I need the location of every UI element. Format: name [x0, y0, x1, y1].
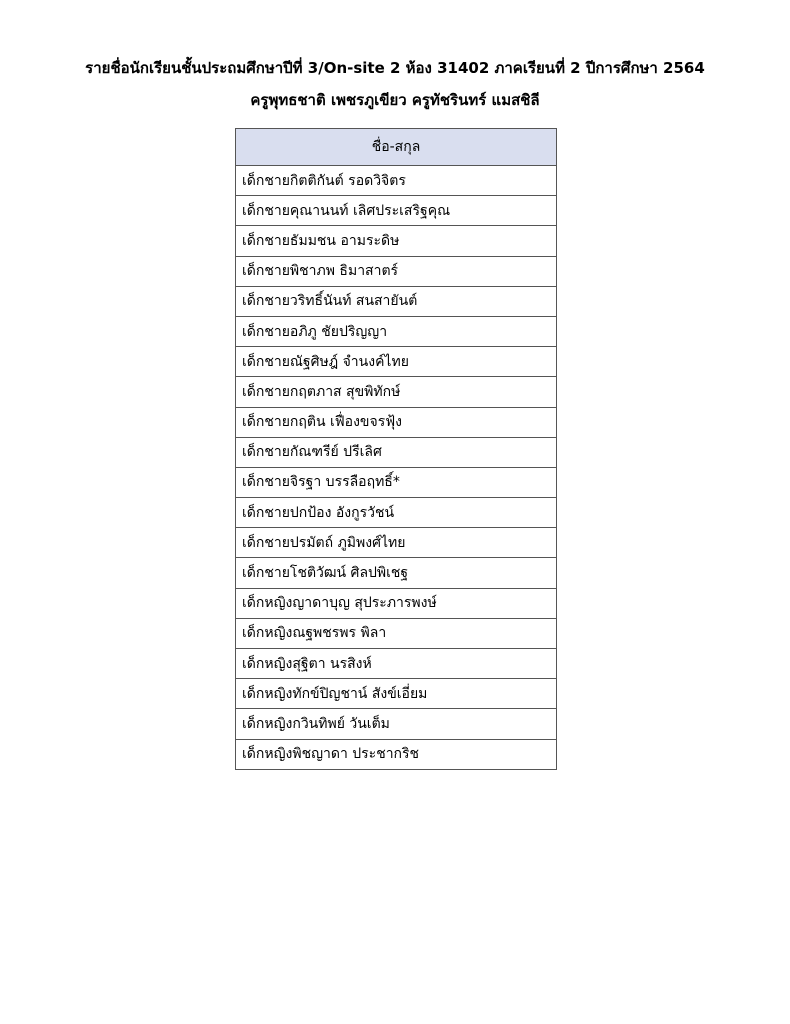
student-name-cell: เด็กชายจิรฐา บรรลือฤทธิ์* — [236, 467, 557, 497]
table-row — [236, 407, 557, 437]
table-row — [236, 226, 557, 256]
student-name-cell: เด็กชายโชติวัฒน์ ศิลปพิเชฐ — [236, 558, 557, 588]
student-name-cell: เด็กชายปกป้อง อังกูรวัชน์ — [236, 498, 557, 528]
student-name-cell: เด็กชายพิชาภพ ธิมาสาตร์ — [236, 256, 557, 286]
table-row — [236, 316, 557, 346]
table-row — [236, 528, 557, 558]
document-title: รายชื่อนักเรียนชั้นประถมศึกษาปีที่ 3/On-site 2 ห้อง 31402 ภาคเรียนที่ 2 ปีการศึกษา 2564 — [85, 59, 705, 77]
student-roster-table — [235, 128, 557, 770]
student-name-cell: เด็กชายกฤตภาส สุขพิทักษ์ — [236, 377, 557, 407]
teacher-names: ครูพุทธชาติ เพชรภูเขียว ครูทัชรินทร์ แมสชิลี — [250, 91, 540, 109]
student-name-cell: เด็กชายธัมมชน อามระดิษ — [236, 226, 557, 256]
table-row — [236, 256, 557, 286]
table-row — [236, 347, 557, 377]
student-name-cell: เด็กหญิงญาดาบุญ สุประภารพงษ์ — [236, 588, 557, 618]
student-name-cell: เด็กชายกัณฑรีย์ ปรีเลิศ — [236, 437, 557, 467]
student-name-cell: เด็กชายกฤติน เฟื่องขจรฟุ้ง — [236, 407, 557, 437]
table-row — [236, 437, 557, 467]
table-row — [236, 377, 557, 407]
student-name-cell: เด็กชายคุณานนท์ เลิศประเสริฐคุณ — [236, 196, 557, 226]
table-row — [236, 679, 557, 709]
table-row — [236, 286, 557, 316]
table-header-row — [236, 129, 557, 166]
student-name-cell: เด็กชายปรมัตถ์ ภูมิพงศ์ไทย — [236, 528, 557, 558]
table-row — [236, 166, 557, 196]
student-name-cell: เด็กชายกิตติกันต์ รอดวิจิตร — [236, 166, 557, 196]
table-row — [236, 558, 557, 588]
student-name-cell: เด็กชายณัฐศิษฎ์ จำนงค์ไทย — [236, 347, 557, 377]
table-row — [236, 709, 557, 739]
column-header-name: ชื่อ-สกุล — [236, 129, 557, 166]
student-name-cell: เด็กชายอภิภู ชัยปริญญา — [236, 316, 557, 346]
table-row — [236, 467, 557, 497]
table-row — [236, 588, 557, 618]
table-row — [236, 196, 557, 226]
student-name-cell: เด็กหญิงพิชญาดา ประชากริช — [236, 739, 557, 769]
student-name-cell: เด็กหญิงทักข์ปิญชาน์ สังข์เอี่ยม — [236, 679, 557, 709]
table-row — [236, 739, 557, 769]
student-name-cell: เด็กหญิงณฐพชรพร พิลา — [236, 618, 557, 648]
student-name-cell: เด็กชายวริทธิ์นันท์ สนสายันต์ — [236, 286, 557, 316]
table-row — [236, 618, 557, 648]
table-row — [236, 649, 557, 679]
table-row — [236, 498, 557, 528]
student-name-cell: เด็กหญิงสุฐิตา นรสิงห์ — [236, 649, 557, 679]
student-name-cell: เด็กหญิงกวินทิพย์ วันเต็ม — [236, 709, 557, 739]
